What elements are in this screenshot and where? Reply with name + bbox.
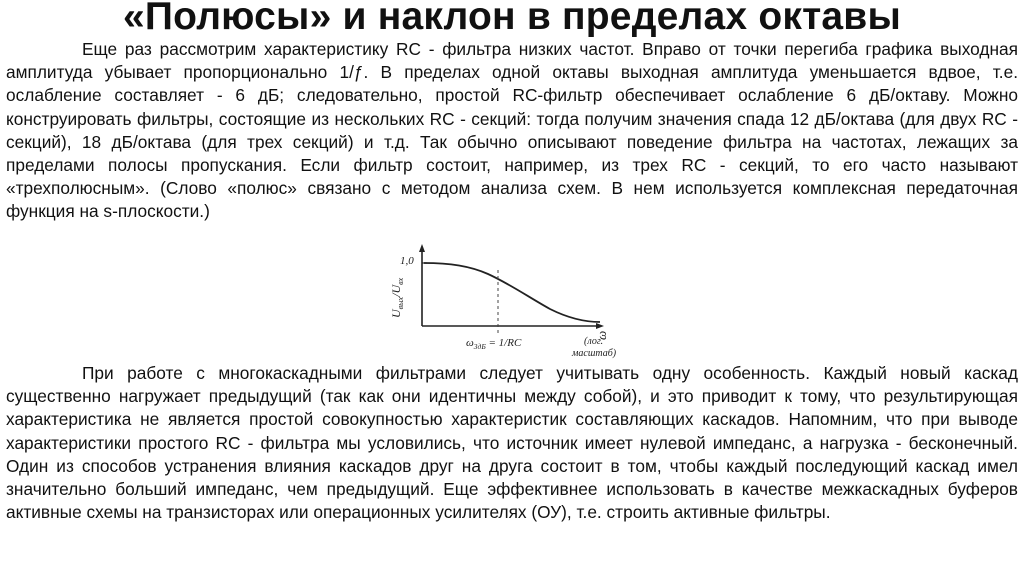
slide-title: «Полюсы» и наклон в пределах октавы [123,0,901,38]
marker-label-sub: 3дБ [473,342,486,351]
y-label-sep: /U [389,284,403,297]
scale-note-line-2: масштаб) [572,348,617,359]
x-axis-symbol: ω [594,330,609,340]
paragraph-2-text: При работе с многокаскадными фильтрами следует учитывать одну особенность. Каждый новый каскад существенно нагружает предыдущий (так как они идентичны между собой), и это приводит к тому, что результирующая характеристика не является простой совокупностью характеристик составляющих каскадов. Напомним, что при выводе характеристики простого RC - фильтра мы условились, что источник имеет нулевой импеданс, а нагрузка - бесконечный. Один из способов устранения влияния каскадов друг на друга состоит в том, чтобы каждый последующий каскад имел значительно больший импеданс, чем предыдущий. Еще эффективнее использовать в качестве межкаскадных буферов активные схемы на транзисторах или операционных усилителях (ОУ), т.е. строить активные фильтры. [6,363,1018,523]
response-curve-svg [370,242,620,372]
y-axis-arrow [419,244,425,252]
paragraph-multistage-filters [6,362,1018,524]
y-label-sub2: вх [396,277,405,285]
x-axis-arrow [596,323,604,329]
corner-frequency-label [466,337,522,351]
paragraph-1-text: Еще раз рассмотрим характеристику RC - фильтра низких частот. Вправо от точки перегиба графика выходная амплитуда убывает пропорционально 1/ƒ. В пределах одной октавы выходная амплитуда уменьшается вдвое, т.е. ослабление составляет - 6 дБ; следовательно, простой RC-фильтр обеспечивает ослабление 6 дБ/октаву. Можно конструировать фильтры, состоящие из нескольких RC - секций: тогда получим значения спада 12 дБ/октава (для двух RC - секций), 18 дБ/октава (для трех секций) и т.д. Так обычно описывают поведение фильтра на частотах, лежащих за пределами полосы пропускания. Если фильтр состоит, например, из трех RC - секций, то его часто называют «трехполюсным». (Слово «полюс» связано с методом анализа схем. В нем используется комплексная передаточная функция на s-плоскости.) [6,39,1018,222]
y-axis-label [389,277,405,318]
response-curve [424,263,600,322]
scale-note-line-1: (лог. [584,336,604,347]
y-label-sub1: вых [396,296,405,310]
y-tick-label: 1,0 [400,255,414,267]
marker-label-rest: = 1/RC [485,337,522,349]
marker-label-main: ω [466,337,474,349]
paragraph-rc-filter [6,38,1018,224]
y-label-main: U [389,309,403,318]
rc-filter-response-graph [370,242,620,372]
